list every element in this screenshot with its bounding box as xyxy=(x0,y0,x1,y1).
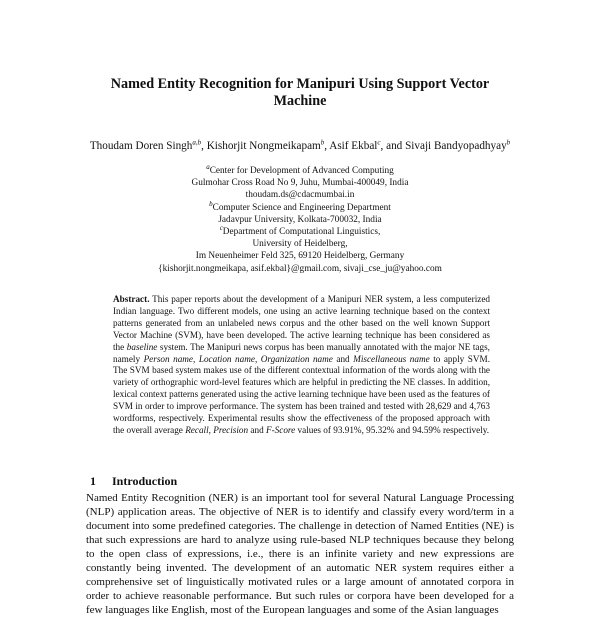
author-name: Kishorjit Nongmeikapam xyxy=(206,140,321,152)
affiliation-superscript: a xyxy=(206,162,210,171)
abstract-text: and xyxy=(332,353,354,364)
author-name: Asif Ekbal xyxy=(329,140,378,152)
affiliation-c-line2: University of Heidelberg, xyxy=(252,239,348,250)
abstract xyxy=(113,294,490,437)
affiliation-c-line3: Im Neuenheimer Feld 325, 69120 Heidelberg, Germany xyxy=(195,251,405,262)
abstract-text: This paper reports about the development of a Manipuri NER system, a less computerized Indian language. Two different models, one using an active learning technique based on the context patterns generated from an unlabeled news corpus and the other based on the well known Support Vector Machine (SVM), have been developed. The active learning technique has been considered as the xyxy=(113,294,490,352)
affiliation-text: Center for Development of Advanced Computing xyxy=(209,166,394,176)
abstract-text: system. The Manipuri news corpus has been manually annotated with the major NE tags, namely xyxy=(113,341,490,364)
author-superscript: b xyxy=(506,138,511,147)
abstract-italic: F-Score xyxy=(265,424,296,435)
abstract-label: Abstract. xyxy=(113,294,150,304)
affiliation-a-line2: Gulmohar Cross Road No 9, Juhu, Mumbai-400049, India xyxy=(191,178,409,189)
author-superscript: a,b xyxy=(192,138,202,147)
abstract-italic: Precision xyxy=(213,424,249,435)
abstract-italic: Person name xyxy=(143,353,194,364)
section-title: Introduction xyxy=(112,474,178,488)
section-heading xyxy=(90,474,177,488)
abstract-italic: Location name xyxy=(198,353,255,364)
affiliation-b-line1 xyxy=(120,199,480,214)
affiliation-emails: {kishorjit.nongmeikapa, asif.ekbal}@gmail.com, sivaji_cse_ju@yahoo.com xyxy=(158,263,442,274)
affiliation-b-line2: Jadavpur University, Kolkata-700032, India xyxy=(218,214,382,225)
author-name: Sivaji Bandyopadhyay xyxy=(405,140,507,152)
author-list xyxy=(60,139,540,153)
affiliation-a-email: thoudam.ds@cdacmumbai.in xyxy=(245,190,355,201)
author-separator: , and xyxy=(380,140,406,152)
affiliation-c-line1 xyxy=(120,223,480,238)
paper-title: Named Entity Recognition for Manipuri Using Support Vector Machine xyxy=(110,76,490,109)
affiliation-text: Department of Computational Linguistics, xyxy=(222,227,381,238)
abstract-text: , xyxy=(208,424,214,435)
affiliation-superscript: b xyxy=(209,199,213,208)
affiliation-a-line1 xyxy=(120,162,480,177)
author-separator: , xyxy=(201,140,207,152)
affiliation-text: Computer Science and Engineering Department xyxy=(212,202,391,213)
author-superscript: b xyxy=(320,138,325,147)
author-separator: , xyxy=(324,140,330,152)
author-superscript: c xyxy=(377,138,381,147)
abstract-italic: baseline xyxy=(126,341,158,352)
abstract-text: , xyxy=(193,353,199,364)
abstract-italic: Miscellaneous name xyxy=(353,353,430,364)
affiliation-superscript: c xyxy=(219,223,223,232)
author-name: Thoudam Doren Singh xyxy=(89,140,193,152)
abstract-text: , xyxy=(254,353,261,364)
abstract-italic: Recall xyxy=(185,424,209,435)
section-number: 1 xyxy=(90,474,96,488)
affiliations xyxy=(120,162,480,275)
section-body: Named Entity Recognition (NER) is an important tool for several Natural Language Processing (NLP) application areas. The objective of NER is to identify and classify every word/term in a document into some predefined categories. The challenge in detection of Named Entities (NE) is that such expressions are hard to analyze using rule-based NLP techniques because they belong to the open class of expressions, i.e., there is an infinite variety and new expressions are constantly being invented. The development of an automatic NER system requires either a comprehensive set of linguistically motivated rules or a large amount of annotated corpora in order to achieve reasonable performance. But such rules or corpora have been developed for a few languages like English, most of the European languages and some of the Asian languages xyxy=(86,492,514,616)
abstract-italic: Organization name xyxy=(260,353,333,364)
abstract-text: and xyxy=(248,424,266,435)
abstract-text: to apply SVM. The SVM based system makes use of the different contextual information of the words along with the variety of orthographic word-level features which are helpful in predicting the NE classes. In addition, lexical context patterns generated using the active learning technique have been used as the features of SVM in order to improve performance. The system has been trained and tested with 28,629 and 4,763 wordforms, respectively. Experimental results show the effectiveness of the proposed approach with the overall average xyxy=(113,353,490,435)
abstract-text: values of 93.91%, 95.32% and 94.59% respectively. xyxy=(295,424,490,435)
